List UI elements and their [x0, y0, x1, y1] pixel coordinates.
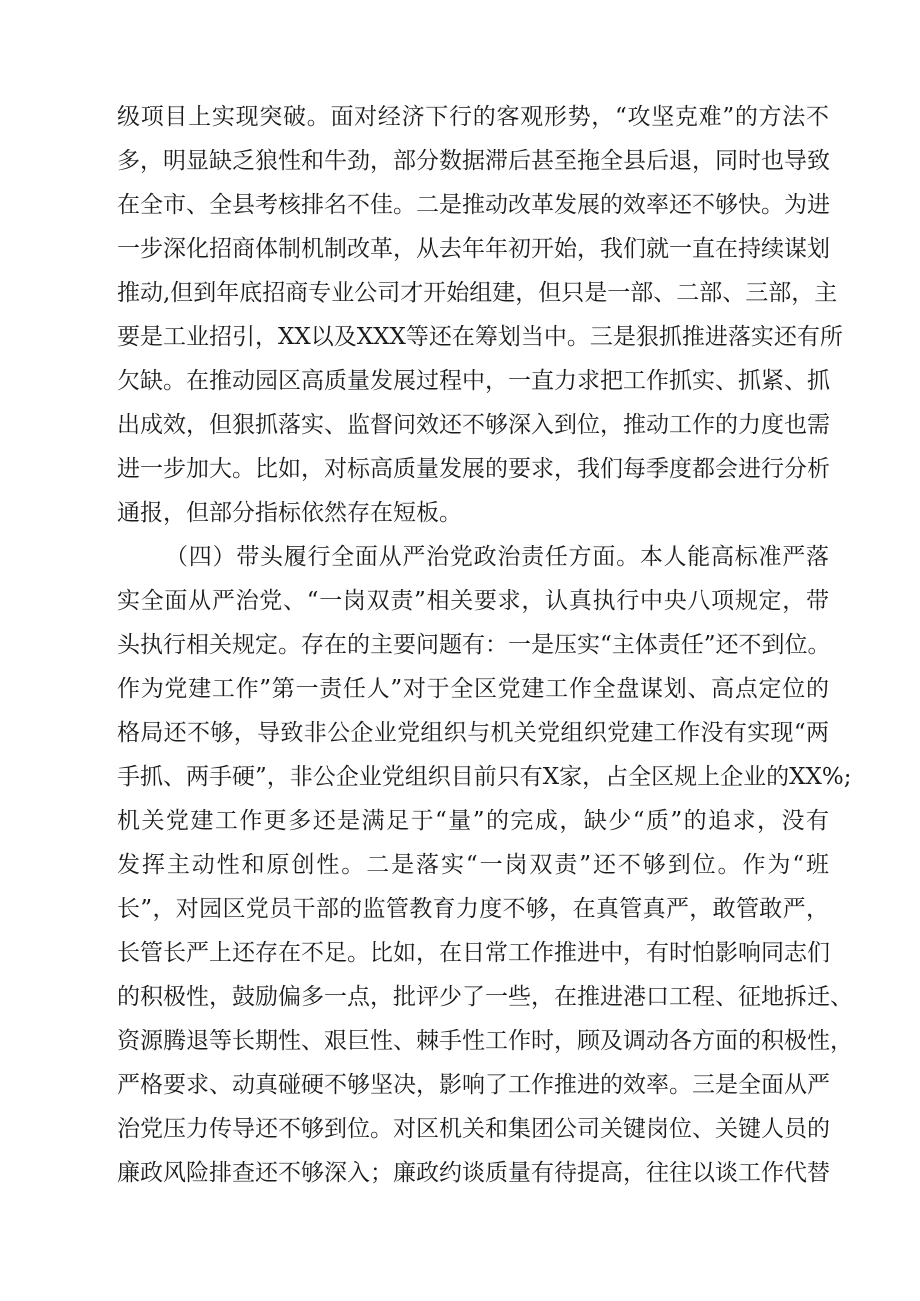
text-line: 作为党建工作”第一责任人”对于全区党建工作全盘谋划、高点定位的: [117, 676, 829, 702]
text-line: 资源腾退等长期性、艰巨性、棘手性工作时，顾及调动各方面的积极性，: [117, 1028, 853, 1054]
text-line: 手抓、两手硬”，非公企业党组织目前只有X家，占全区规上企业的XX%;: [117, 764, 852, 790]
text-line: 一步深化招商体制机制改革，从去年年初开始，我们就一直在持续谋划: [117, 236, 830, 262]
text-line: 治党压力传导还不够到位。对区机关和集团公司关键岗位、关键人员的: [117, 1116, 830, 1142]
text-line: 的积极性，鼓励偏多一点，批评少了一些，在推进港口工程、征地拆迁、: [117, 984, 853, 1010]
text-line: 发挥主动性和原创性。二是落实“一岗双责”还不够到位。作为“班: [117, 852, 829, 878]
text-line: 在全市、全县考核排名不佳。二是推动改革发展的效率还不够快。为进: [117, 192, 830, 218]
text-line: 长管长严上还存在不足。比如，在日常工作推进中，有时怕影响同志们: [117, 940, 830, 966]
text-line: 多，明显缺乏狼性和牛劲，部分数据滞后甚至拖全县后退，同时也导致: [117, 148, 830, 174]
text-line: 通报，但部分指标依然存在短板。: [117, 500, 462, 526]
text-line: 机关党建工作更多还是满足于“量”的完成，缺少“质”的追求，没有: [117, 808, 829, 834]
text-line: 进一步加大。比如，对标高质量发展的要求，我们每季度都会进行分析: [117, 456, 830, 482]
text-line: 格局还不够，导致非公企业党组织与机关党组织党建工作没有实现“两: [117, 720, 829, 746]
text-line: 头执行相关规定。存在的主要问题有：一是压实“主体责任”还不到位。: [117, 632, 831, 658]
text-line: 廉政风险排查还不够深入；廉政约谈质量有待提高，往往以谈工作代替: [117, 1160, 830, 1186]
text-line: 级项目上实现突破。面对经济下行的客观形势，“攻坚克难”的方法不: [117, 104, 829, 130]
text-line: 要是工业招引，XX以及XXX等还在筹划当中。三是狠抓推进落实还有所: [117, 324, 843, 350]
text-line: 欠缺。在推动园区高质量发展过程中，一直力求把工作抓实、抓紧、抓: [117, 368, 830, 394]
text-line: 推动,但到年底招商专业公司才开始组建，但只是一部、二部、三部，主: [117, 280, 838, 306]
text-line: 出成效，但狠抓落实、监督问效还不够深入到位，推动工作的力度也需: [117, 412, 830, 438]
text-line: 长”，对园区党员干部的监管教育力度不够，在真管真严，敢管敢严，: [117, 896, 829, 922]
text-line: 严格要求、动真碰硬不够坚决，影响了工作推进的效率。三是全面从严: [117, 1072, 830, 1098]
text-line: 实全面从严治党、“一岗双责”相关要求，认真执行中央八项规定，带: [117, 588, 829, 614]
section-heading-line: （四）带头履行全面从严治党政治责任方面。本人能高标准严落: [165, 544, 829, 570]
